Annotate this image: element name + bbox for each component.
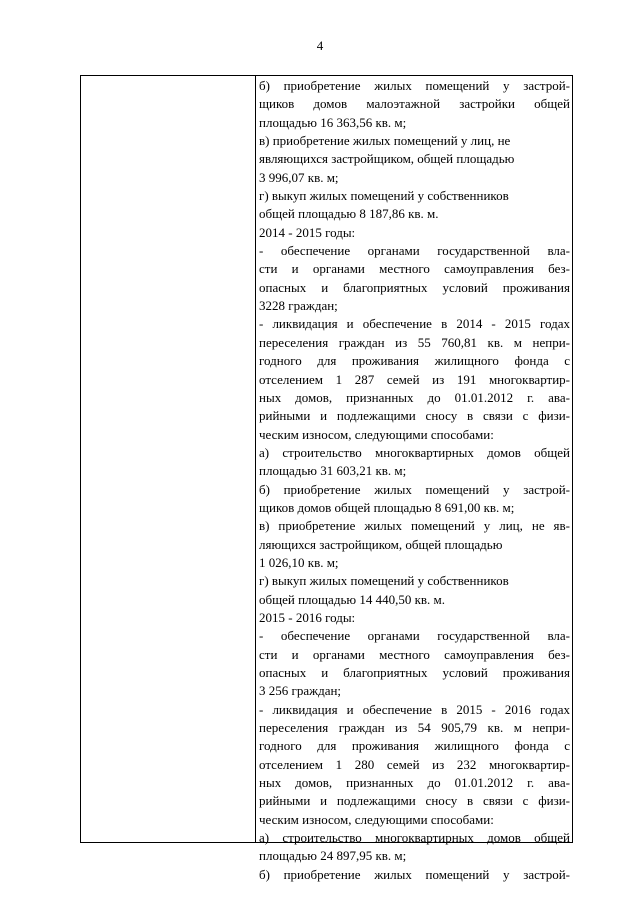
text-line: б) приобретение жилых помещений у застрой- xyxy=(259,78,570,93)
text-line: площадью 16 363,56 кв. м; xyxy=(259,114,407,130)
document-table xyxy=(80,75,573,882)
text-line: рийными и подлежащими сносу в связи с физи- xyxy=(259,793,570,809)
text-line: - обеспечение органами государственной вла- xyxy=(259,243,570,259)
text-line: а) строительство многоквартирных домов общей xyxy=(259,830,570,846)
text-line: б) приобретение жилых помещений у застрой- xyxy=(259,866,570,882)
text-line: площадью 31 603,21 кв. м; xyxy=(259,463,407,479)
text-line: щиков домов общей площадью 8 691,00 кв. м; xyxy=(259,499,515,515)
text-line: сти и органами местного самоуправления без- xyxy=(259,646,570,662)
text-line: общей площадью 8 187,86 кв. м. xyxy=(259,206,439,222)
text-line: отселением 1 280 семей из 232 многоквартир- xyxy=(259,756,570,772)
text-line: 3 996,07 кв. м; xyxy=(259,169,339,185)
table-right-cell xyxy=(256,76,572,882)
text-line: г) выкуп жилых помещений у собственников xyxy=(259,573,509,589)
text-line: рийными и подлежащими сносу в связи с физи- xyxy=(259,408,570,424)
text-line: опасных и благоприятных условий проживания xyxy=(259,279,570,295)
text-line: ных домов, признанных до 01.01.2012 г. ава- xyxy=(259,775,570,791)
text-line: ческим износом, следующими способами: xyxy=(259,811,494,827)
text-line: переселения граждан из 54 905,79 кв. м непри- xyxy=(259,720,570,736)
text-line: площадью 24 897,95 кв. м; xyxy=(259,848,407,864)
text-line: в) приобретение жилых помещений у лиц, не яв- xyxy=(259,518,570,534)
text-line: 3 256 граждан; xyxy=(259,683,342,699)
text-line: - ликвидация и обеспечение в 2014 - 2015 годах xyxy=(259,316,570,332)
text-line: г) выкуп жилых помещений у собственников xyxy=(259,188,509,204)
text-line: ческим износом, следующими способами: xyxy=(259,426,494,442)
text-line: переселения граждан из 55 760,81 кв. м непри- xyxy=(259,334,570,350)
text-line: сти и органами местного самоуправления без- xyxy=(259,261,570,277)
text-line: годного для проживания жилищного фонда с xyxy=(259,738,570,754)
text-line: - обеспечение органами государственной вла- xyxy=(259,628,570,644)
text-line: щиков домов малоэтажной застройки общей xyxy=(259,96,570,112)
text-line: 1 026,10 кв. м; xyxy=(259,554,339,570)
text-line: ляющихся застройщиком, общей площадью xyxy=(259,536,503,552)
text-line: ных домов, признанных до 01.01.2012 г. ава- xyxy=(259,389,570,405)
text-line: являющихся застройщиком, общей площадью xyxy=(259,151,515,167)
text-line: 3228 граждан; xyxy=(259,298,338,314)
text-line: 2015 - 2016 годы: xyxy=(259,609,356,625)
text-line: опасных и благоприятных условий проживания xyxy=(259,665,570,680)
text-line: отселением 1 287 семей из 191 многоквартир- xyxy=(259,371,570,387)
page-number: 4 xyxy=(316,38,324,53)
text-line: 2014 - 2015 годы: xyxy=(259,224,356,240)
text-line: в) приобретение жилых помещений у лиц, не xyxy=(259,133,511,149)
text-line: - ликвидация и обеспечение в 2015 - 2016 годах xyxy=(259,701,570,717)
text-line: а) строительство многоквартирных домов общей xyxy=(259,444,570,460)
text-line: общей площадью 14 440,50 кв. м. xyxy=(259,591,446,607)
text-line: б) приобретение жилых помещений у застрой- xyxy=(259,481,570,497)
text-line: годного для проживания жилищного фонда с xyxy=(259,353,570,369)
table-left-cell xyxy=(81,76,256,842)
